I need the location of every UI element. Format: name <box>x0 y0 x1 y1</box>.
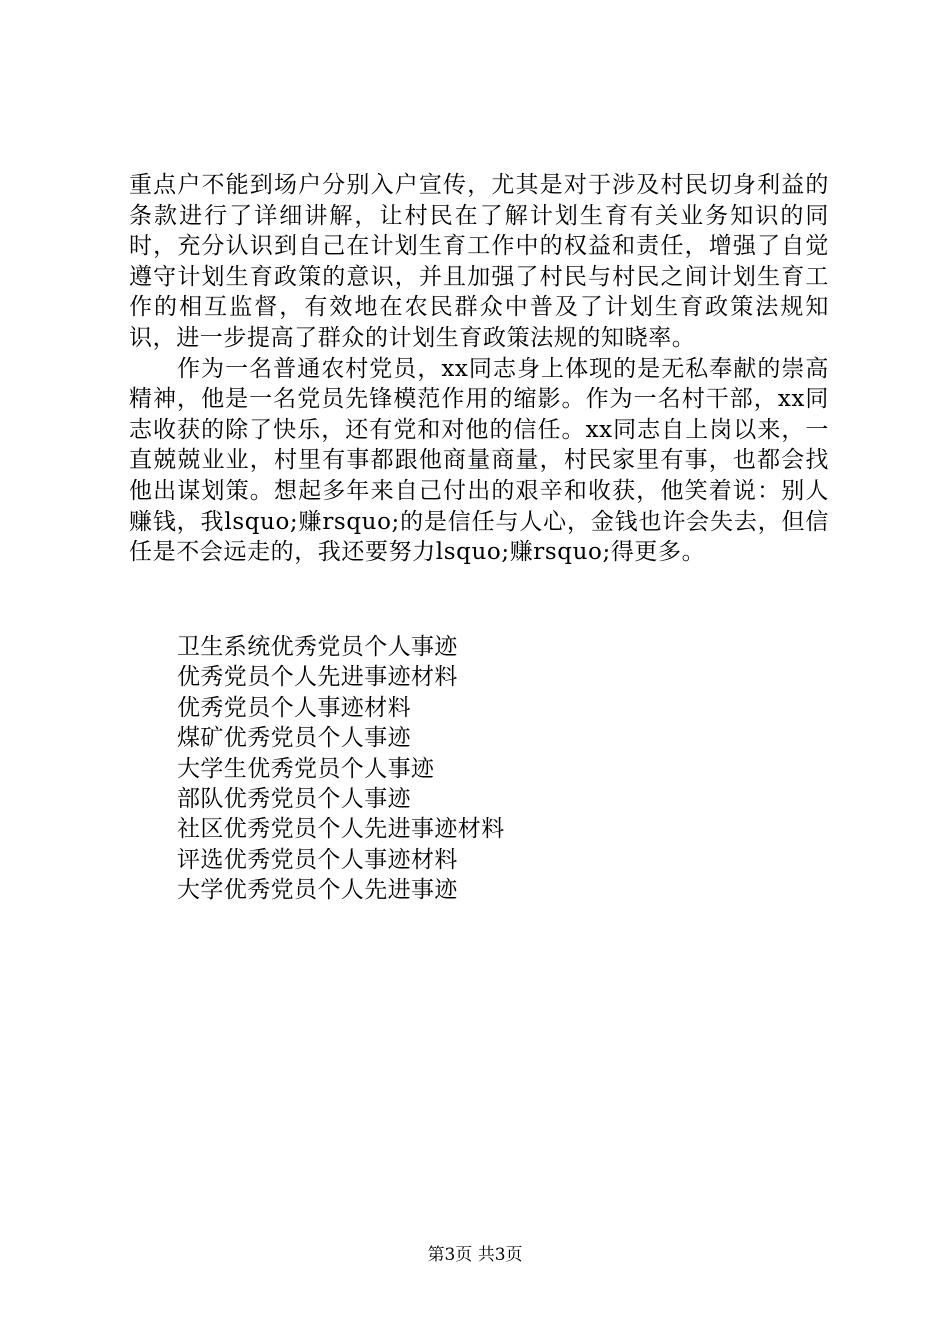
related-titles-list <box>177 632 505 906</box>
list-item: 部队优秀党员个人事迹 <box>177 786 411 813</box>
list-item: 煤矿优秀党员个人事迹 <box>177 725 411 752</box>
list-item: 卫生系统优秀党员个人事迹 <box>177 634 458 660</box>
list-item: 社区优秀党员个人先进事迹材料 <box>177 816 505 843</box>
list-item: 优秀党员个人事迹材料 <box>177 694 411 721</box>
list-item: 优秀党员个人先进事迹材料 <box>177 664 458 691</box>
paragraph-party-member: 作为一名普通农村党员，xx同志身上体现的是无私奉献的崇高精神，他是一名党员先锋模范作用的缩影。作为一名村干部，xx同志收获的除了快乐，还有党和对他的信任。xx同志自上岗以来，一直兢兢业业，村里有事都跟他商量商量，村民家里有事，也都会找他出谋划策。想起多年来自己付出的艰辛和收获，他笑着说：别人赚钱，我lsquo;赚rsquo;的是信任与人心，金钱也许会失去，但信任是不会远走的，我还要努力lsquo;赚rsquo;得更多。 <box>129 355 829 566</box>
list-item: 大学生优秀党员个人事迹 <box>177 755 435 782</box>
paragraph-continuation: 重点户不能到场户分别入户宣传，尤其是对于涉及村民切身利益的条款进行了详细讲解，让村民在了解计划生育有关业务知识的同时，充分认识到自己在计划生育工作中的权益和责任，增强了自觉遵守计划生育政策的意识，并且加强了村民与村民之间计划生育工作的相互监督，有效地在农民群众中普及了计划生育政策法规知识，进一步提高了群众的计划生育政策法规的知晓率。 <box>129 172 829 351</box>
document-body <box>129 170 829 568</box>
list-item: 大学优秀党员个人先进事迹 <box>177 877 458 904</box>
page-number-footer: 第3页 共3页 <box>427 1245 523 1265</box>
list-item: 评选优秀党员个人事迹材料 <box>177 846 458 873</box>
